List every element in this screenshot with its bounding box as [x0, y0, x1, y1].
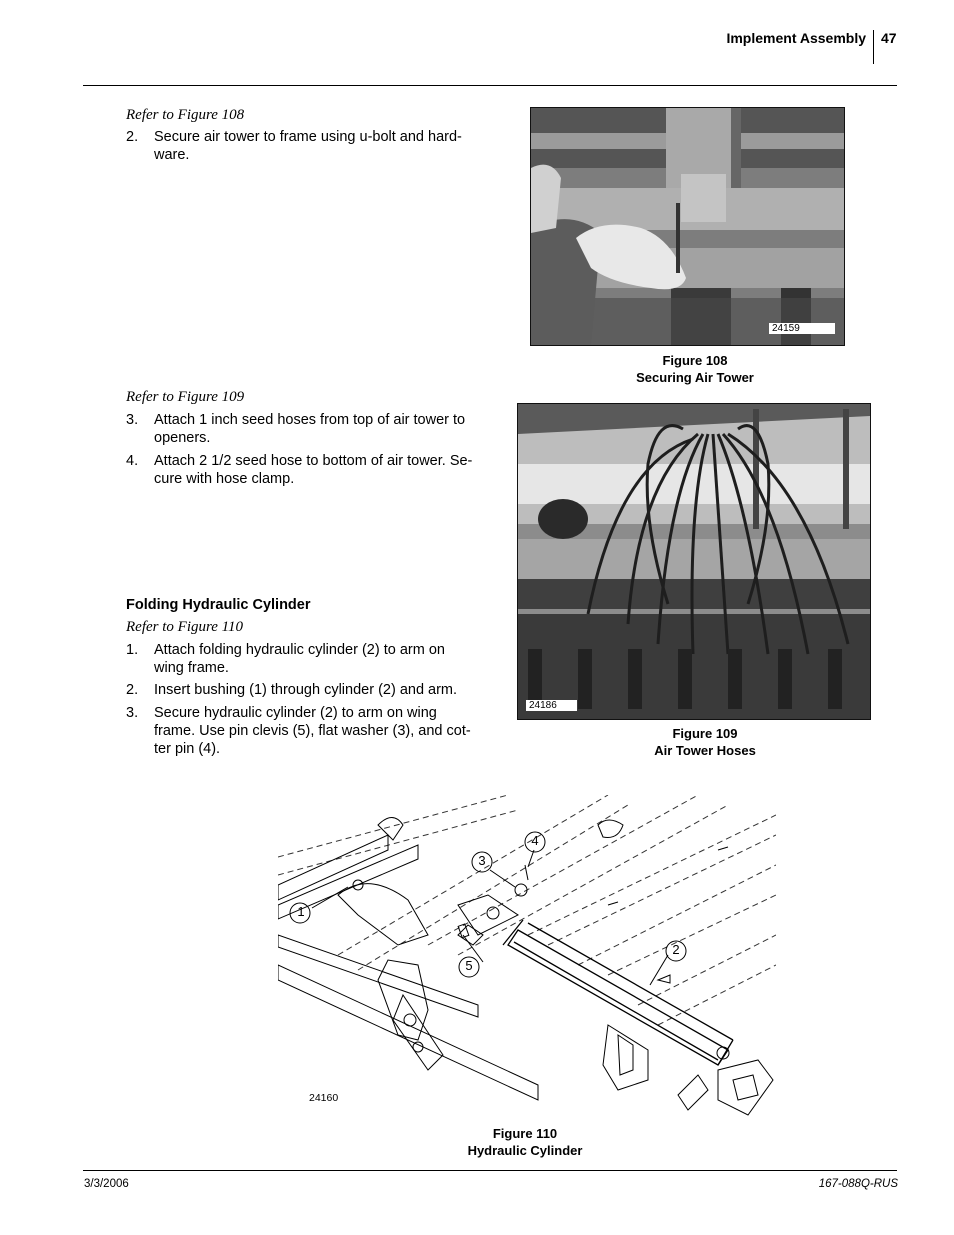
step-number: 1.	[126, 642, 139, 658]
footer-doc-number: 167-088Q-RUS	[818, 1178, 898, 1190]
header-divider	[873, 30, 874, 64]
figure-caption: Figure 110 Hydraulic Cylinder	[467, 1126, 583, 1158]
step-number: 2.	[126, 682, 139, 698]
instruction-step	[126, 452, 506, 492]
figure-109-photo	[517, 403, 871, 720]
page-number: 47	[881, 30, 897, 46]
instruction-step	[126, 704, 506, 760]
step-text: Attach 2 1/2 seed hose to bottom of air tower. Se- cure with hose clamp.	[154, 453, 473, 487]
step-number: 2.	[126, 129, 139, 145]
callout-label: 4	[531, 833, 539, 848]
step-text: Secure air tower to frame using u-bolt and hard- ware.	[154, 129, 462, 163]
photo-id: 24186	[526, 700, 577, 711]
step-number: 3.	[126, 412, 139, 428]
air-tower-hoses-photo-illustration	[518, 404, 870, 719]
footer-rule	[83, 1170, 897, 1171]
callout-label: 2	[672, 942, 680, 957]
drawing-id: 24160	[309, 1092, 339, 1104]
figure-110-drawing	[278, 795, 776, 1125]
instruction-step	[126, 411, 506, 451]
section-heading: Folding Hydraulic Cylinder	[126, 597, 311, 613]
section-title: Implement Assembly	[726, 30, 866, 46]
header-rule	[83, 85, 897, 86]
figure-reference: Refer to Figure 108	[126, 107, 245, 123]
step-number: 3.	[126, 705, 139, 721]
figure-reference: Refer to Figure 109	[126, 389, 245, 405]
callout-label: 5	[465, 958, 473, 973]
footer-date: 3/3/2006	[84, 1178, 129, 1190]
instruction-step	[126, 128, 506, 168]
step-text: Insert bushing (1) through cylinder (2) and arm.	[154, 682, 458, 698]
photo-id: 24159	[769, 323, 835, 334]
figure-108-photo	[530, 107, 845, 346]
figure-reference: Refer to Figure 110	[126, 619, 244, 635]
figure-caption: Figure 109 Air Tower Hoses	[654, 726, 756, 758]
callout-label: 3	[478, 853, 486, 868]
step-text: Attach folding hydraulic cylinder (2) to arm on wing frame.	[154, 642, 445, 676]
hydraulic-cylinder-diagram	[278, 795, 776, 1125]
instruction-step	[126, 681, 506, 701]
air-tower-photo-illustration	[531, 108, 844, 345]
step-text: Secure hydraulic cylinder (2) to arm on wing frame. Use pin clevis (5), flat washer (3), and cot- ter pin (4).	[154, 705, 471, 757]
step-number: 4.	[126, 453, 139, 469]
instruction-step	[126, 641, 506, 681]
figure-caption: Figure 108 Securing Air Tower	[636, 353, 754, 385]
step-text: Attach 1 inch seed hoses from top of air tower to openers.	[154, 412, 466, 446]
callout-label: 1	[297, 904, 305, 919]
